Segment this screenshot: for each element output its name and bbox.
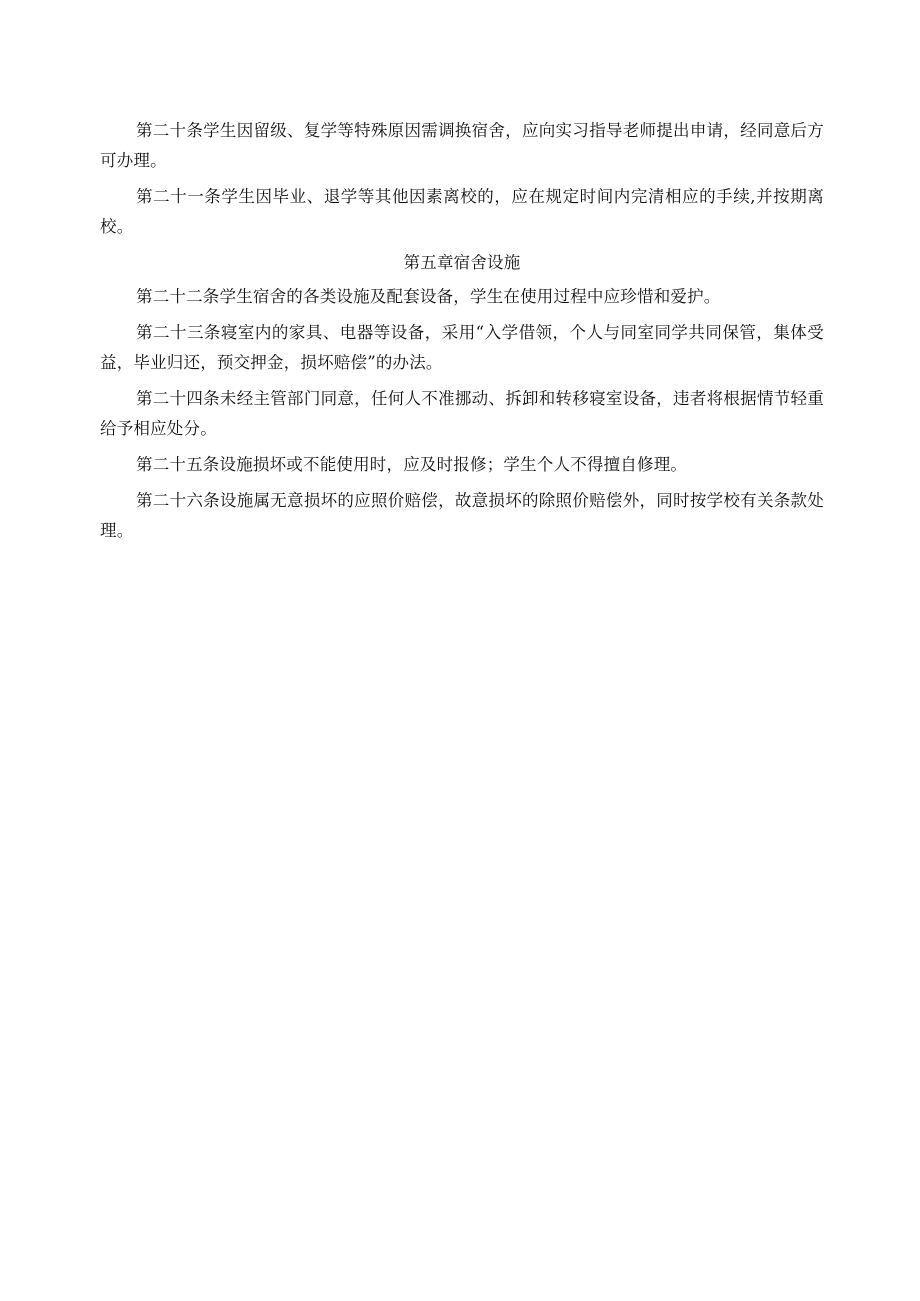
article-21-paragraph: 第二十一条学生因毕业、退学等其他因素离校的，应在规定时间内完清相应的手续,并按期离校。: [100, 187, 824, 236]
article-24-paragraph: 第二十四条未经主管部门同意，任何人不准挪动、拆卸和转移寝室设备，违者将根据情节轻重给予相应处分。: [100, 389, 824, 438]
chapter-5-heading: 第五章宿舍设施: [403, 253, 521, 272]
article-26-paragraph: 第二十六条设施属无意损坏的应照价赔偿，故意损坏的除照价赔偿外，同时按学校有关条款处理。: [100, 491, 824, 540]
article-20-paragraph: 第二十条学生因留级、复学等特殊原因需调换宿舍，应向实习指导老师提出申请，经同意后方可办理。: [100, 121, 824, 170]
article-23-paragraph: 第二十三条寝室内的家具、电器等设备，采用“入学借领，个人与同室同学共同保管，集体受益，毕业归还，预交押金，损坏赔偿”的办法。: [100, 323, 824, 372]
document-page: [100, 116, 824, 552]
article-22-paragraph: 第二十二条学生宿舍的各类设施及配套设备，学生在使用过程中应珍惜和爱护。: [136, 287, 721, 306]
article-25-paragraph: 第二十五条设施损坏或不能使用时，应及时报修；学生个人不得擅自修理。: [136, 455, 688, 474]
